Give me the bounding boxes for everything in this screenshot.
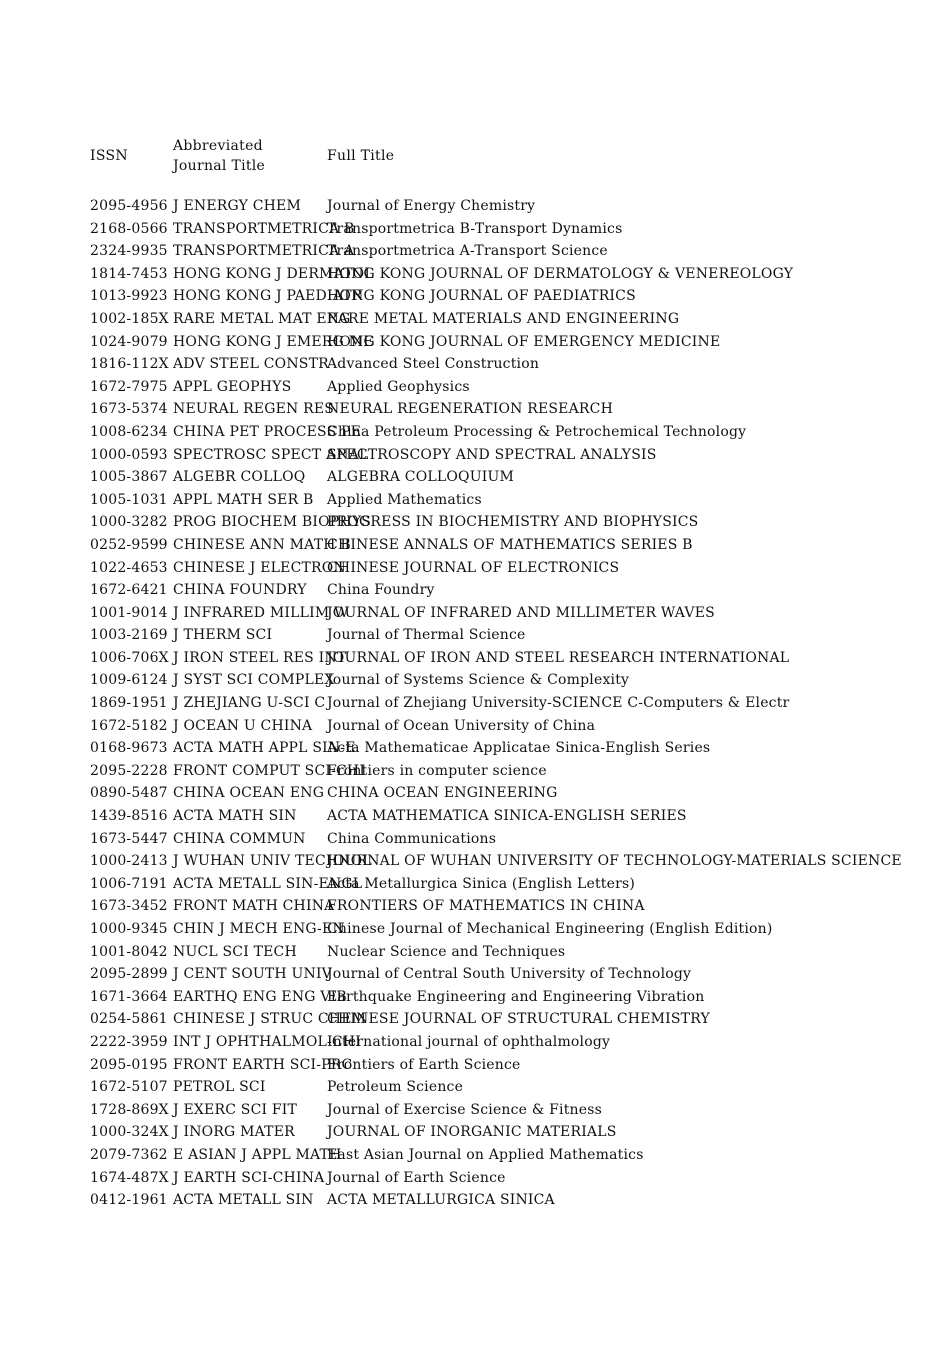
cell-full-title: RARE METAL MATERIALS AND ENGINEERING — [327, 310, 680, 327]
cell-full-title: Applied Mathematics — [327, 491, 482, 508]
cell-issn: 1008-6234 — [90, 423, 168, 440]
cell-full-title: International journal of ophthalmology — [327, 1033, 611, 1050]
cell-issn: 1673-5447 — [90, 830, 168, 847]
cell-full-title: JOURNAL OF IRON AND STEEL RESEARCH INTERNATIONAL — [327, 649, 790, 666]
table-row — [90, 489, 890, 512]
cell-issn: 1002-185X — [90, 310, 169, 327]
cell-issn: 0168-9673 — [90, 740, 168, 757]
cell-abbreviated-title: HONG KONG J EMERG ME — [173, 333, 374, 350]
cell-issn: 1816-112X — [90, 356, 169, 373]
cell-abbreviated-title: INT J OPHTHALMOL-CHI — [173, 1033, 361, 1050]
cell-abbreviated-title: J INORG MATER — [173, 1124, 295, 1141]
cell-abbreviated-title: J THERM SCI — [173, 627, 273, 644]
cell-issn: 0412-1961 — [90, 1192, 168, 1209]
cell-issn: 2168-0566 — [90, 220, 168, 237]
cell-issn: 1006-7191 — [90, 875, 168, 892]
cell-full-title: JOURNAL OF WUHAN UNIVERSITY OF TECHNOLOGY-MATERIALS SCIENCE — [327, 853, 902, 870]
cell-abbreviated-title: CHINESE J STRUC CHEM — [173, 1011, 367, 1028]
cell-full-title: Applied Geophysics — [327, 378, 470, 395]
cell-full-title: Journal of Energy Chemistry — [327, 198, 536, 214]
table-row — [90, 1099, 890, 1122]
table-row — [90, 353, 890, 376]
cell-issn: 1000-3282 — [90, 514, 168, 531]
cell-issn: 1674-487X — [90, 1169, 169, 1186]
cell-abbreviated-title: ACTA METALL SIN-ENGL — [173, 875, 363, 892]
cell-issn: 1022-4653 — [90, 559, 168, 576]
cell-issn: 1439-8516 — [90, 808, 168, 825]
cell-issn: 1672-6421 — [90, 582, 168, 599]
cell-abbreviated-title: CHINA PET PROCESS PE — [173, 423, 362, 440]
cell-abbreviated-title: HONG KONG J DERMATOL — [173, 265, 374, 282]
table-row — [90, 715, 890, 738]
cell-full-title: FRONTIERS OF MATHEMATICS IN CHINA — [327, 898, 645, 915]
table-header — [90, 136, 890, 178]
cell-abbreviated-title: EARTHQ ENG ENG VIB — [173, 988, 347, 1005]
cell-issn: 2095-2899 — [90, 966, 168, 983]
cell-abbreviated-title: ADV STEEL CONSTR — [173, 356, 329, 373]
cell-full-title: Journal of Zhejiang University-SCIENCE C-Computers & Electr — [327, 695, 790, 712]
table-row — [90, 308, 890, 331]
cell-abbreviated-title: FRONT MATH CHINA — [173, 898, 335, 915]
cell-abbreviated-title: CHINESE J ELECTRON — [173, 559, 346, 576]
cell-issn: 1000-324X — [90, 1124, 169, 1141]
cell-abbreviated-title: J OCEAN U CHINA — [173, 717, 313, 734]
cell-full-title: Acta Metallurgica Sinica (English Letters) — [327, 875, 636, 892]
table-row — [90, 1076, 890, 1099]
table-row — [90, 466, 890, 489]
cell-abbreviated-title: FRONT COMPUT SCI-CHI — [173, 762, 366, 779]
cell-issn: 2079-7362 — [90, 1146, 168, 1163]
table-row — [90, 647, 890, 670]
cell-full-title: Journal of Exercise Science & Fitness — [327, 1101, 603, 1118]
cell-full-title: ACTA MATHEMATICA SINICA-ENGLISH SERIES — [327, 808, 687, 825]
cell-issn: 2324-9935 — [90, 243, 168, 260]
header-full-title: Full Title — [327, 148, 395, 164]
cell-abbreviated-title: CHINESE ANN MATH B — [173, 536, 351, 553]
cell-issn: 1671-3664 — [90, 988, 168, 1005]
cell-abbreviated-title: ACTA METALL SIN — [173, 1192, 314, 1209]
table-row — [90, 895, 890, 918]
cell-full-title: Acta Mathematicae Applicatae Sinica-English Series — [327, 740, 711, 757]
cell-issn: 1672-7975 — [90, 378, 168, 395]
cell-full-title: Transportmetrica B-Transport Dynamics — [327, 220, 623, 237]
cell-abbreviated-title: J SYST SCI COMPLEX — [173, 672, 335, 689]
cell-issn: 1000-9345 — [90, 921, 168, 937]
cell-abbreviated-title: PROG BIOCHEM BIOPHYS — [173, 514, 372, 531]
cell-issn: 1728-869X — [90, 1101, 169, 1118]
cell-abbreviated-title: RARE METAL MAT ENG — [173, 310, 351, 327]
cell-abbreviated-title: APPL MATH SER B — [173, 491, 314, 508]
table-row — [90, 805, 890, 828]
cell-full-title: Journal of Central South University of Technology — [327, 966, 692, 983]
table-row — [90, 873, 890, 896]
cell-abbreviated-title: FRONT EARTH SCI-PRC — [173, 1056, 353, 1073]
cell-full-title: China Petroleum Processing & Petrochemical Technology — [327, 423, 747, 440]
cell-abbreviated-title: HONG KONG J PAEDIATR — [173, 288, 363, 305]
cell-full-title: NEURAL REGENERATION RESEARCH — [327, 401, 613, 418]
cell-issn: 2222-3959 — [90, 1033, 168, 1050]
cell-abbreviated-title: TRANSPORTMETRICA A — [173, 243, 355, 260]
cell-issn: 1005-1031 — [90, 491, 168, 508]
cell-abbreviated-title: J INFRARED MILLIM W — [173, 604, 349, 621]
cell-issn: 2095-0195 — [90, 1056, 168, 1073]
cell-abbreviated-title: CHINA OCEAN ENG — [173, 785, 325, 802]
table-body — [90, 195, 902, 1212]
cell-abbreviated-title: ALGEBR COLLOQ — [173, 469, 306, 486]
table-row — [90, 1121, 890, 1144]
cell-abbreviated-title: CHINA COMMUN — [173, 830, 306, 847]
cell-full-title: HONG KONG JOURNAL OF PAEDIATRICS — [327, 288, 636, 305]
cell-full-title: China Communications — [327, 830, 497, 847]
cell-full-title: ACTA METALLURGICA SINICA — [327, 1192, 555, 1209]
cell-abbreviated-title: J ENERGY CHEM — [173, 198, 301, 214]
cell-abbreviated-title: E ASIAN J APPL MATH — [173, 1146, 342, 1163]
cell-issn: 1000-2413 — [90, 853, 168, 870]
cell-full-title: Petroleum Science — [327, 1079, 464, 1096]
cell-abbreviated-title: NUCL SCI TECH — [173, 943, 297, 960]
cell-full-title: Transportmetrica A-Transport Science — [327, 243, 608, 260]
cell-issn: 0254-5861 — [90, 1011, 168, 1028]
cell-full-title: PROGRESS IN BIOCHEMISTRY AND BIOPHYSICS — [327, 514, 699, 531]
table-row — [90, 624, 890, 647]
cell-full-title: Chinese Journal of Mechanical Engineering (English Edition) — [327, 921, 773, 937]
table-row — [90, 444, 890, 467]
cell-abbreviated-title: CHINA FOUNDRY — [173, 582, 307, 599]
cell-full-title: JOURNAL OF INORGANIC MATERIALS — [327, 1124, 617, 1141]
cell-full-title: Nuclear Science and Techniques — [327, 943, 566, 960]
table-row — [90, 534, 890, 557]
table-row — [90, 331, 890, 354]
header-issn: ISSN — [90, 148, 128, 164]
table-row — [90, 760, 890, 783]
table-row — [90, 602, 890, 625]
table-row — [90, 941, 890, 964]
cell-issn: 1024-9079 — [90, 333, 168, 350]
cell-full-title: Earthquake Engineering and Engineering Vibration — [327, 988, 705, 1005]
table-row — [90, 557, 890, 580]
cell-abbreviated-title: PETROL SCI — [173, 1079, 266, 1096]
table-row — [90, 669, 890, 692]
cell-full-title: ALGEBRA COLLOQUIUM — [327, 469, 515, 486]
cell-abbreviated-title: J EARTH SCI-CHINA — [173, 1169, 325, 1186]
table-row — [90, 692, 890, 715]
cell-issn: 1013-9923 — [90, 288, 168, 305]
cell-issn: 0252-9599 — [90, 536, 168, 553]
cell-issn: 1001-8042 — [90, 943, 168, 960]
cell-abbreviated-title: J IRON STEEL RES INT — [173, 649, 347, 666]
cell-abbreviated-title: CHIN J MECH ENG-EN — [173, 921, 345, 937]
cell-abbreviated-title: TRANSPORTMETRICA B — [173, 220, 355, 237]
table-row — [90, 1189, 890, 1212]
cell-full-title: CHINESE ANNALS OF MATHEMATICS SERIES B — [327, 536, 693, 553]
cell-abbreviated-title: NEURAL REGEN RES — [173, 401, 335, 418]
table-row — [90, 782, 890, 805]
cell-full-title: Journal of Systems Science & Complexity — [327, 672, 630, 689]
cell-full-title: East Asian Journal on Applied Mathematics — [327, 1146, 644, 1163]
cell-full-title: Frontiers in computer science — [327, 762, 547, 779]
table-row — [90, 1144, 890, 1167]
cell-issn: 1003-2169 — [90, 627, 168, 644]
table-row — [90, 511, 890, 534]
table-row — [90, 918, 890, 941]
table-row — [90, 195, 890, 218]
table-row — [90, 1031, 890, 1054]
table-row — [90, 579, 890, 602]
cell-full-title: CHINESE JOURNAL OF STRUCTURAL CHEMISTRY — [327, 1011, 710, 1028]
cell-issn: 1673-5374 — [90, 401, 168, 418]
table-row — [90, 285, 890, 308]
table-row — [90, 850, 902, 873]
cell-full-title: HONG KONG JOURNAL OF EMERGENCY MEDICINE — [327, 333, 721, 350]
cell-issn: 1006-706X — [90, 649, 169, 666]
cell-full-title: China Foundry — [327, 582, 435, 599]
table-row — [90, 1054, 890, 1077]
table-row — [90, 398, 890, 421]
cell-full-title: Journal of Earth Science — [327, 1169, 506, 1186]
cell-full-title: Frontiers of Earth Science — [327, 1056, 521, 1073]
table-row — [90, 828, 890, 851]
cell-full-title: SPECTROSCOPY AND SPECTRAL ANALYSIS — [327, 446, 657, 463]
table-row — [90, 421, 890, 444]
journal-table — [90, 136, 902, 1209]
cell-issn: 1005-3867 — [90, 469, 168, 486]
table-row — [90, 240, 890, 263]
cell-issn: 1000-0593 — [90, 446, 168, 463]
cell-abbreviated-title: ACTA MATH SIN — [173, 808, 297, 825]
cell-abbreviated-title: J EXERC SCI FIT — [173, 1101, 298, 1118]
cell-issn: 1672-5107 — [90, 1079, 168, 1096]
cell-issn: 1814-7453 — [90, 265, 168, 282]
table-row — [90, 963, 890, 986]
cell-full-title: HONG KONG JOURNAL OF DERMATOLOGY & VENEREOLOGY — [327, 265, 794, 282]
cell-abbreviated-title: SPECTROSC SPECT ANAL — [173, 446, 369, 463]
table-row — [90, 986, 890, 1009]
cell-full-title: Advanced Steel Construction — [327, 356, 540, 373]
cell-issn: 0890-5487 — [90, 785, 168, 802]
cell-full-title: CHINA OCEAN ENGINEERING — [327, 785, 558, 802]
cell-abbreviated-title: J CENT SOUTH UNIV — [173, 966, 332, 983]
cell-full-title: Journal of Thermal Science — [327, 627, 526, 644]
table-row — [90, 737, 890, 760]
cell-abbreviated-title: ACTA MATH APPL SIN-E — [173, 740, 356, 757]
cell-full-title: Journal of Ocean University of China — [327, 717, 596, 734]
cell-issn: 1009-6124 — [90, 672, 168, 689]
cell-full-title: CHINESE JOURNAL OF ELECTRONICS — [327, 559, 620, 576]
table-row — [90, 1008, 890, 1031]
cell-issn: 1673-3452 — [90, 898, 168, 915]
cell-issn: 1672-5182 — [90, 717, 168, 734]
cell-abbreviated-title: J WUHAN UNIV TECHNOL — [173, 853, 372, 870]
header-abbreviated-title: Abbreviated Journal Title — [173, 138, 266, 174]
cell-abbreviated-title: J ZHEJIANG U-SCI C — [173, 695, 326, 712]
table-row — [90, 218, 890, 241]
cell-issn: 2095-2228 — [90, 762, 168, 779]
cell-full-title: JOURNAL OF INFRARED AND MILLIMETER WAVES — [327, 604, 715, 621]
cell-issn: 2095-4956 — [90, 198, 168, 214]
table-row — [90, 263, 890, 286]
cell-issn: 1869-1951 — [90, 695, 168, 712]
table-row — [90, 1167, 890, 1190]
table-row — [90, 376, 890, 399]
cell-issn: 1001-9014 — [90, 604, 168, 621]
cell-abbreviated-title: APPL GEOPHYS — [173, 378, 292, 395]
